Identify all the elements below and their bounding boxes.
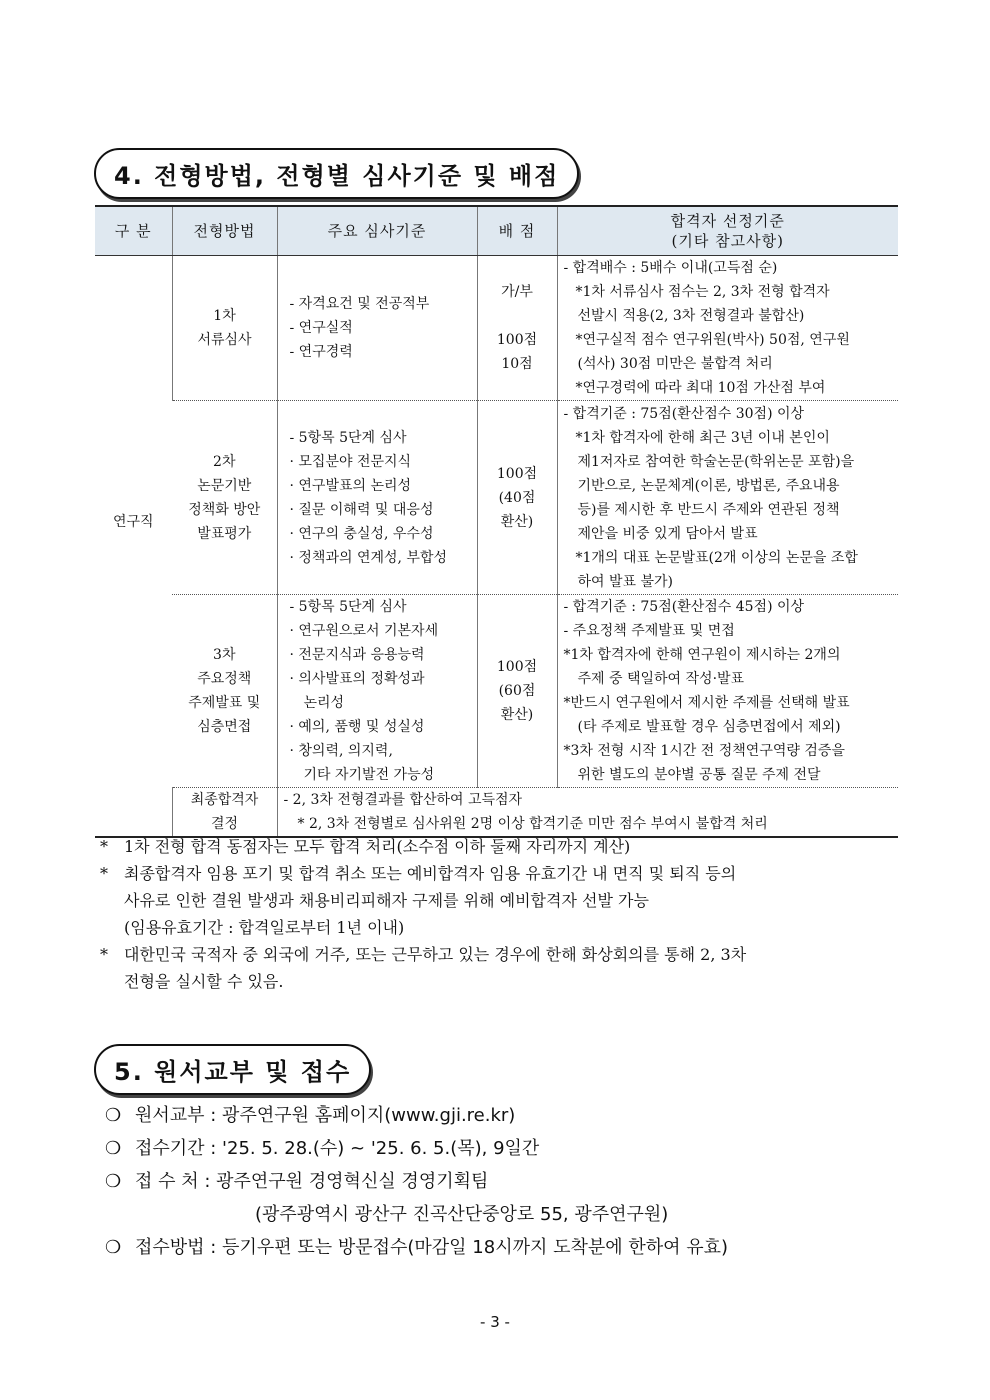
apply-text: 접수기간 : '25. 5. 28.(수) ~ '25. 6. 5.(목), 9일간 xyxy=(135,1138,540,1159)
apply-item-period xyxy=(105,1132,728,1165)
header-selection-line1: 합격자 선정기준 xyxy=(670,212,785,230)
header-criteria: 주요 심사기준 xyxy=(277,206,477,256)
selection-line: *반드시 연구원에서 제시한 주제를 선택해 발표 xyxy=(563,695,850,711)
criteria-item: · 연구발표의 논리성 xyxy=(289,477,412,494)
screening-table xyxy=(95,205,898,838)
header-category: 구 분 xyxy=(95,206,172,256)
criteria-item: · 전문지식과 응용능력 xyxy=(289,647,425,663)
criteria-cell-stage2 xyxy=(277,401,477,595)
table-row-stage2 xyxy=(95,401,898,595)
criteria-item: · 연구의 충실성, 우수성 xyxy=(289,525,434,542)
method-line: 1차 xyxy=(213,308,236,324)
score-cell-stage1 xyxy=(477,256,557,401)
selection-line: (석사) 30점 미만은 불합격 처리 xyxy=(577,356,773,372)
section-4-title: 4. 전형방법, 전형별 심사기준 및 배점 xyxy=(94,148,579,199)
table-row-final xyxy=(95,788,898,838)
selection-line: *연구실적 점수 연구위원(박사) 50점, 연구원 xyxy=(575,332,850,348)
selection-line: 주제 중 택일하여 작성·발표 xyxy=(577,671,745,687)
circle-bullet-icon: ❍ xyxy=(105,1237,122,1258)
criteria-item: · 질문 이해력 및 대응성 xyxy=(289,501,434,518)
apply-text: 원서교부 : 광주연구원 홈페이지(www.gji.re.kr) xyxy=(135,1105,516,1126)
method-line: 서류심사 xyxy=(197,332,252,348)
selection-line: *1차 합격자에 한해 최근 3년 이내 본인이 xyxy=(575,429,830,446)
note-item xyxy=(100,860,900,941)
score-line: 100점 xyxy=(496,659,538,675)
circle-bullet-icon: ❍ xyxy=(105,1171,122,1192)
header-selection-line2: (기타 참고사항) xyxy=(671,232,784,250)
note-line: 사유로 인한 결원 발생과 채용비리피해자 구제를 위해 예비합격자 선발 가능 xyxy=(124,891,649,910)
selection-line: *3차 전형 시작 1시간 전 정책연구역량 검증을 xyxy=(563,743,845,759)
apply-text: 접수방법 : 등기우편 또는 방문접수(마감일 18시까지 도착분에 한하여 유효) xyxy=(135,1237,729,1258)
selection-line: 기반으로, 논문체계(이론, 방법론, 주요내용 xyxy=(577,477,840,494)
selection-line: *1차 서류심사 점수는 2, 3차 전형 합격자 xyxy=(575,284,830,300)
method-line: 2차 xyxy=(213,453,236,470)
selection-line: (타 주제로 발표할 경우 심층면접에서 제외) xyxy=(577,719,841,735)
score-line: 10점 xyxy=(501,356,533,372)
score-line: (40점 xyxy=(498,489,536,506)
section-5-title: 5. 원서교부 및 접수 xyxy=(94,1044,371,1095)
final-line: * 2, 3차 전형별로 심사위원 2명 이상 합격기준 미만 점수 부여시 불합격 처리 xyxy=(297,816,768,832)
table-header-row xyxy=(95,206,898,256)
apply-text: 접 수 처 : 광주연구원 경영혁신실 경영기획팀 xyxy=(135,1171,489,1192)
selection-line: - 합격배수 : 5배수 이내(고득점 순) xyxy=(563,260,778,276)
selection-line: 제1저자로 참여한 학술논문(학위논문 포함)을 xyxy=(577,453,855,470)
criteria-item: - 5항목 5단계 심사 xyxy=(289,429,407,446)
apply-item-place xyxy=(105,1165,728,1198)
note-line: 최종합격자 임용 포기 및 합격 취소 또는 예비합격자 임용 유효기간 내 면직 및 퇴직 등의 xyxy=(124,864,737,883)
criteria-item: - 자격요건 및 전공적부 xyxy=(289,296,430,312)
criteria-cell-stage3 xyxy=(277,595,477,788)
category-cell: 연구직 xyxy=(95,256,172,788)
selection-line: 제안을 비중 있게 담아서 발표 xyxy=(577,525,758,542)
score-cell-stage3 xyxy=(477,595,557,788)
selection-line: 위한 별도의 분야별 공통 질문 주제 전달 xyxy=(577,767,821,783)
note-line: 전형을 실시할 수 있음. xyxy=(124,972,284,991)
method-line: 논문기반 xyxy=(197,477,252,494)
header-method: 전형방법 xyxy=(172,206,277,256)
table-row-stage1 xyxy=(95,256,898,401)
criteria-item: - 연구경력 xyxy=(289,344,353,360)
apply-item-form xyxy=(105,1099,728,1132)
criteria-item: - 연구실적 xyxy=(289,320,353,336)
note-line: 대한민국 국적자 중 외국에 거주, 또는 근무하고 있는 경우에 한해 화상회의를 통해 2, 3차 xyxy=(124,945,747,964)
notes-list xyxy=(100,833,900,995)
selection-cell-stage3 xyxy=(557,595,898,788)
criteria-item: - 5항목 5단계 심사 xyxy=(289,599,407,615)
method-line: 주요정책 xyxy=(197,671,252,687)
selection-cell-stage2 xyxy=(557,401,898,595)
score-line: 100점 xyxy=(496,332,538,348)
score-cell-stage2 xyxy=(477,401,557,595)
category-empty-cell xyxy=(95,788,172,838)
method-line: 결정 xyxy=(210,816,239,832)
selection-cell-stage1 xyxy=(557,256,898,401)
selection-line: *1차 합격자에 한해 연구원이 제시하는 2개의 xyxy=(563,647,841,663)
selection-line: - 합격기준 : 75점(환산점수 45점) 이상 xyxy=(563,599,805,615)
criteria-item: 기타 자기발전 가능성 xyxy=(303,767,435,783)
page-number: - 3 - xyxy=(480,1313,510,1331)
criteria-item: · 정책과의 연계성, 부합성 xyxy=(289,549,447,566)
score-line: 100점 xyxy=(496,465,538,482)
circle-bullet-icon: ❍ xyxy=(105,1138,122,1159)
method-cell-stage3 xyxy=(172,595,277,788)
method-line: 주제발표 및 xyxy=(188,695,261,711)
circle-bullet-icon: ❍ xyxy=(105,1105,122,1126)
note-item xyxy=(100,941,900,995)
method-cell-stage2 xyxy=(172,401,277,595)
note-item xyxy=(100,833,900,860)
score-line: 환산) xyxy=(500,513,534,530)
method-line: 발표평가 xyxy=(197,525,252,542)
empty-bullet xyxy=(105,1198,135,1231)
final-decision-cell xyxy=(277,788,898,838)
score-line: 가/부 xyxy=(501,284,533,300)
application-list xyxy=(105,1099,728,1264)
criteria-item: 논리성 xyxy=(303,695,345,711)
criteria-item: · 예의, 품행 및 성실성 xyxy=(289,719,425,735)
method-cell-final xyxy=(172,788,277,838)
criteria-cell-stage1 xyxy=(277,256,477,401)
selection-line: 등)를 제시한 후 반드시 주제와 연관된 정책 xyxy=(577,501,840,518)
criteria-item: · 의사발표의 정확성과 xyxy=(289,671,425,687)
final-line: - 2, 3차 전형결과를 합산하여 고득점자 xyxy=(283,792,523,808)
note-mark: * xyxy=(100,945,108,964)
criteria-item: · 창의력, 의지력, xyxy=(289,743,393,759)
note-line: (임용유효기간 : 합격일로부터 1년 이내) xyxy=(124,918,405,937)
selection-line: - 주요정책 주제발표 및 면접 xyxy=(563,623,735,639)
note-mark: * xyxy=(100,864,108,883)
method-line: 심층면접 xyxy=(197,719,252,735)
criteria-item: · 연구원으로서 기본자세 xyxy=(289,623,439,639)
apply-item-method xyxy=(105,1231,728,1264)
apply-text: (광주광역시 광산구 진곡산단중앙로 55, 광주연구원) xyxy=(255,1204,669,1225)
score-line: (60점 xyxy=(498,683,536,699)
score-line: 환산) xyxy=(500,707,534,723)
method-line: 정책화 방안 xyxy=(188,501,261,518)
selection-line: *1개의 대표 논문발표(2개 이상의 논문을 조합 xyxy=(575,549,858,566)
criteria-item: · 모집분야 전문지식 xyxy=(289,453,412,470)
apply-item-address xyxy=(105,1198,728,1231)
header-selection xyxy=(557,206,898,256)
selection-line: *연구경력에 따라 최대 10점 가산점 부여 xyxy=(575,380,826,396)
table-row-stage3 xyxy=(95,595,898,788)
note-line: 1차 전형 합격 동점자는 모두 합격 처리(소수점 이하 둘째 자리까지 계산) xyxy=(124,837,631,856)
method-cell-stage1 xyxy=(172,256,277,401)
header-score: 배 점 xyxy=(477,206,557,256)
note-mark: * xyxy=(100,837,108,856)
selection-line: 선발시 적용(2, 3차 전형결과 불합산) xyxy=(577,308,805,324)
selection-line: - 합격기준 : 75점(환산점수 30점) 이상 xyxy=(563,405,805,422)
selection-line: 하여 발표 불가) xyxy=(577,573,674,590)
method-line: 최종합격자 xyxy=(190,792,259,808)
method-line: 3차 xyxy=(213,647,236,663)
